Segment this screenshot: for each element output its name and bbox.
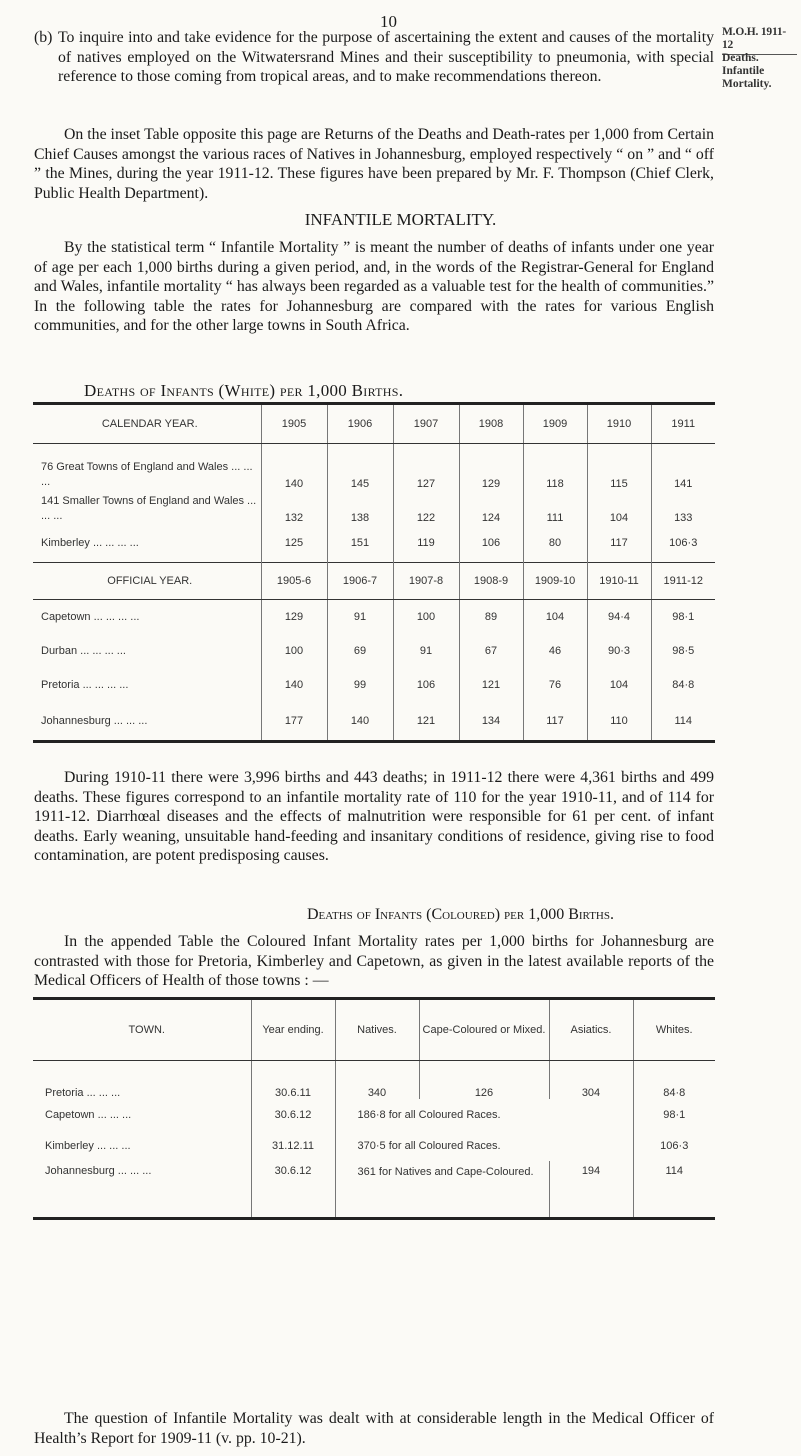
margin-topic-line: Infantile xyxy=(722,65,765,77)
paragraph-appended-table: In the appended Table the Coloured Infant Mortality rates per 1,000 births for Johannesburg are contrasted with those for Pretoria, Kimberley and Capetown, as given in the latest available reports of the Medical Officers of Health of those towns : — xyxy=(34,933,714,989)
table-cell: 121 xyxy=(459,668,523,702)
table-cell: 91 xyxy=(393,634,459,668)
column-header: 1911 xyxy=(651,404,715,444)
table-cell: 133 xyxy=(651,490,715,524)
table-cell: 129 xyxy=(459,444,523,491)
column-header: CALENDAR YEAR. xyxy=(33,404,261,444)
page-number: 10 xyxy=(380,12,397,31)
merged-cell: 186·8 for all Coloured Races. xyxy=(335,1099,633,1131)
table-cell: 80 xyxy=(523,524,587,563)
paragraph-inset-table: On the inset Table opposite this page are Returns of the Deaths and Death-rates per 1,000 from Certain Chief Causes amongst the various races of Natives in Johannesburg, employed respectively “ on ” and “ off ” the Mines, during the year 1911-12. These figures have been prepared by Mr. F. Thompson (Chief Clerk, Public Health Department). xyxy=(34,126,714,202)
row-label: Johannesburg ... ... ... xyxy=(45,1165,152,1177)
row-label: Johannesburg ... ... ... xyxy=(41,715,148,727)
table-row xyxy=(33,444,715,491)
column-header: 1908-9 xyxy=(459,563,523,600)
table-cell: 140 xyxy=(261,444,327,491)
white-infant-deaths-table xyxy=(33,402,715,743)
table-cell: 30.6.11 xyxy=(251,1061,335,1100)
section-heading-coloured: Deaths of Infants (Coloured) per 1,000 Births. xyxy=(307,906,614,923)
table-cell: 134 xyxy=(459,702,523,742)
table-cell: 106 xyxy=(459,524,523,563)
table-cell: 140 xyxy=(261,668,327,702)
table-row xyxy=(33,634,715,668)
row-label: Kimberley ... ... ... xyxy=(45,1140,131,1152)
column-header: Cape-Coloured or Mixed. xyxy=(419,999,549,1061)
table-cell: 194 xyxy=(549,1161,633,1219)
column-header: Natives. xyxy=(335,999,419,1061)
table-row xyxy=(33,1061,715,1100)
column-header: Year ending. xyxy=(251,999,335,1061)
table-cell: 140 xyxy=(327,702,393,742)
column-header: 1909-10 xyxy=(523,563,587,600)
table-cell: 106·3 xyxy=(633,1131,715,1161)
column-header: 1911-12 xyxy=(651,563,715,600)
table-header-row xyxy=(33,404,715,444)
margin-topic xyxy=(722,52,797,91)
table-cell: 84·8 xyxy=(633,1061,715,1100)
row-label: Pretoria ... ... ... ... xyxy=(41,679,129,691)
table-cell: 115 xyxy=(587,444,651,491)
table-cell: 304 xyxy=(549,1061,633,1100)
table-cell: 141 xyxy=(651,444,715,491)
table-cell: 118 xyxy=(523,444,587,491)
table-cell: 90·3 xyxy=(587,634,651,668)
paragraph-definition: By the statistical term “ Infantile Mortality ” is meant the number of deaths of infants under one year of age per each 1,000 births during a given period, and, in the words of the Registrar-General for England and Wales, infantile mortality “ has always been regarded as a valuable test for the health of communities.” In the following table the rates for Johannesburg are compared with the rates for various English communities, and for the other large towns in South Africa. xyxy=(34,239,714,334)
table-cell: 94·4 xyxy=(587,600,651,635)
table-cell: 121 xyxy=(393,702,459,742)
column-header: 1906 xyxy=(327,404,393,444)
table-header-row xyxy=(33,999,715,1061)
table-cell: 104 xyxy=(587,490,651,524)
row-label: 76 Great Towns of England and Wales ... ... ... xyxy=(41,461,253,488)
table-row xyxy=(33,600,715,635)
table-row xyxy=(33,1131,715,1161)
row-label: 141 Smaller Towns of England and Wales ... ... ... xyxy=(41,495,257,522)
table-cell: 30.6.12 xyxy=(251,1099,335,1131)
table-cell: 127 xyxy=(393,444,459,491)
paragraph-births-deaths: During 1910-11 there were 3,996 births and 443 deaths; in 1911-12 there were 4,361 births and 499 deaths. These figures correspond to an infantile mortality rate of 110 for the year 1910-11, and of 114 for 1911-12. Diarrhœal diseases and the effects of malnutrition were responsible for 61 per cent. of infant deaths. Early weaning, unsuitable hand-feeding and insanitary conditions of residence, giving rise to food contamination, are potent predisposing causes. xyxy=(34,769,714,864)
section-heading-infantile-mortality: INFANTILE MORTALITY. xyxy=(304,210,497,229)
table-cell: 46 xyxy=(523,634,587,668)
paragraph-terms-of-reference xyxy=(34,28,714,87)
table-cell: 104 xyxy=(587,668,651,702)
column-header: 1908 xyxy=(459,404,523,444)
table-cell: 76 xyxy=(523,668,587,702)
table-cell: 98·1 xyxy=(651,600,715,635)
table-cell: 177 xyxy=(261,702,327,742)
table-row xyxy=(33,702,715,742)
table-cell: 100 xyxy=(261,634,327,668)
merged-cell: 361 for Natives and Cape-Coloured. xyxy=(335,1161,549,1219)
margin-reference: M.O.H. 1911-12 xyxy=(722,26,797,55)
item-label: (b) xyxy=(34,29,53,46)
row-label: Durban ... ... ... ... xyxy=(41,645,126,657)
table-cell: 84·8 xyxy=(651,668,715,702)
table-cell: 110 xyxy=(587,702,651,742)
column-header: OFFICIAL YEAR. xyxy=(33,563,261,600)
table-cell: 340 xyxy=(335,1061,419,1100)
table-cell: 125 xyxy=(261,524,327,563)
table-cell: 99 xyxy=(327,668,393,702)
row-label: Pretoria ... ... ... xyxy=(45,1087,121,1099)
table-cell: 104 xyxy=(523,600,587,635)
margin-topic-line: Deaths. xyxy=(722,52,759,64)
table-row xyxy=(33,668,715,702)
paragraph-closing: The question of Infantile Mortality was dealt with at considerable length in the Medical Officer of Health’s Report for 1909-11 (v. pp. 10-21). xyxy=(34,1410,714,1447)
column-header: 1905-6 xyxy=(261,563,327,600)
table-cell: 89 xyxy=(459,600,523,635)
margin-topic-line: Mortality. xyxy=(722,78,772,90)
table-cell: 117 xyxy=(587,524,651,563)
column-header: 1907-8 xyxy=(393,563,459,600)
table-cell: 69 xyxy=(327,634,393,668)
paragraph-text: To inquire into and take evidence for the purpose of ascertaining the extent and causes of the mortality of natives employed on the Witwatersrand Mines and their susceptibility to pneumonia, with special reference to those coming from tropical areas, and to make recommendations thereon. xyxy=(58,29,714,85)
table-cell: 100 xyxy=(393,600,459,635)
column-header: Asiatics. xyxy=(549,999,633,1061)
column-header: TOWN. xyxy=(33,999,251,1061)
column-header: 1905 xyxy=(261,404,327,444)
table-cell: 106 xyxy=(393,668,459,702)
table-subheader-row xyxy=(33,563,715,600)
merged-cell: 370·5 for all Coloured Races. xyxy=(335,1131,633,1161)
table-cell: 91 xyxy=(327,600,393,635)
column-header: 1910-11 xyxy=(587,563,651,600)
row-label: Capetown ... ... ... xyxy=(45,1109,132,1121)
column-header: 1907 xyxy=(393,404,459,444)
table-cell: 132 xyxy=(261,490,327,524)
table-cell: 138 xyxy=(327,490,393,524)
coloured-infant-deaths-table xyxy=(33,997,715,1220)
table-cell: 124 xyxy=(459,490,523,524)
table-cell: 98·5 xyxy=(651,634,715,668)
table-cell: 98·1 xyxy=(633,1099,715,1131)
row-label: Kimberley ... ... ... ... xyxy=(41,537,139,549)
table-cell: 145 xyxy=(327,444,393,491)
table-cell: 114 xyxy=(633,1161,715,1219)
table-row xyxy=(33,490,715,524)
table-cell: 119 xyxy=(393,524,459,563)
table-cell: 30.6.12 xyxy=(251,1161,335,1219)
table-cell: 129 xyxy=(261,600,327,635)
table-row xyxy=(33,524,715,563)
column-header: 1910 xyxy=(587,404,651,444)
table-cell: 106·3 xyxy=(651,524,715,563)
row-label: Capetown ... ... ... ... xyxy=(41,611,140,623)
table-cell: 117 xyxy=(523,702,587,742)
column-header: Whites. xyxy=(633,999,715,1061)
table-title-white: Deaths of Infants (White) per 1,000 Births. xyxy=(84,381,404,400)
table-cell: 151 xyxy=(327,524,393,563)
table-cell: 111 xyxy=(523,490,587,524)
table-row xyxy=(33,1161,715,1219)
table-cell: 31.12.11 xyxy=(251,1131,335,1161)
table-cell: 114 xyxy=(651,702,715,742)
table-cell: 67 xyxy=(459,634,523,668)
table-row xyxy=(33,1099,715,1131)
table-cell: 122 xyxy=(393,490,459,524)
column-header: 1906-7 xyxy=(327,563,393,600)
column-header: 1909 xyxy=(523,404,587,444)
table-cell: 126 xyxy=(419,1061,549,1100)
